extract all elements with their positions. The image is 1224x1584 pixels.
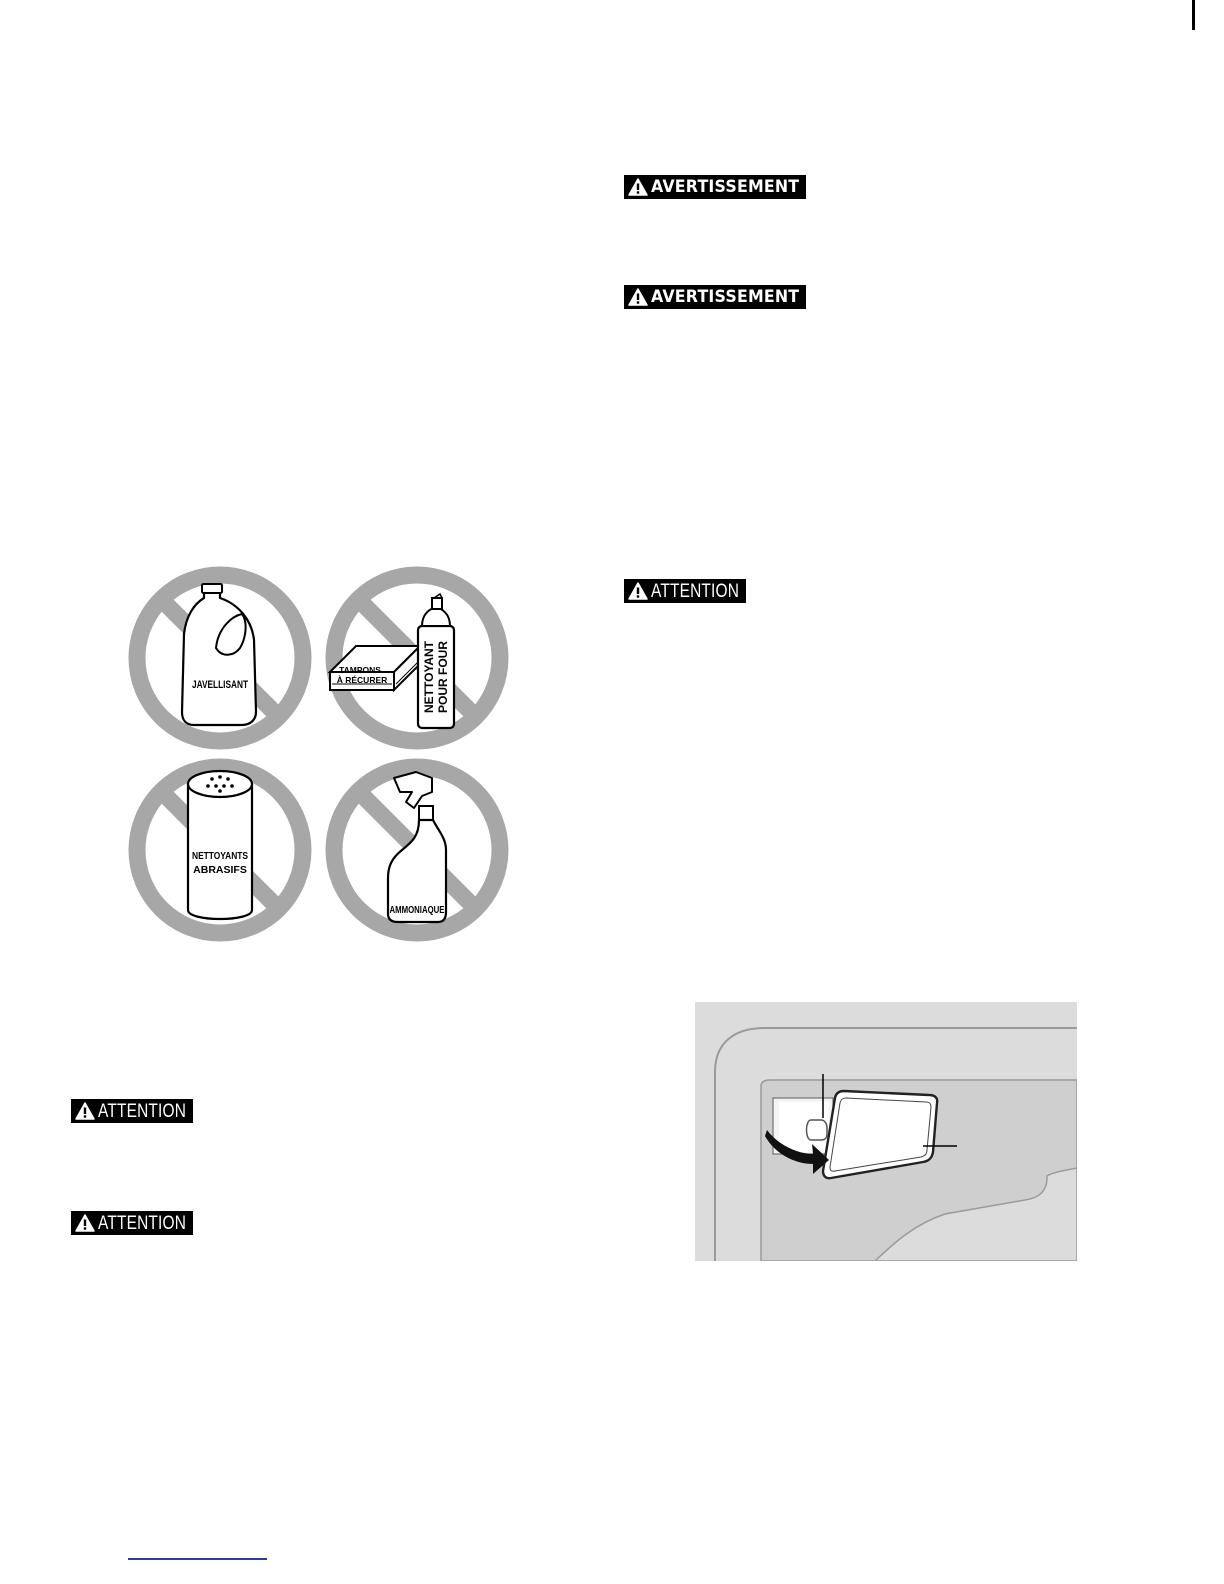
- abrasive-canister-icon: [188, 771, 252, 919]
- attention-label: ATTENTION: [651, 580, 740, 602]
- bleach-prohibited-icon: [137, 575, 303, 741]
- scour-pads-label-line2: À RÉCURER: [336, 675, 388, 685]
- ammonia-label: AMMONIAQUE: [389, 905, 445, 916]
- avertissement-label: AVERTISSEMENT: [651, 286, 800, 307]
- attention-label: ATTENTION: [98, 1100, 187, 1122]
- warning-triangle-icon: [628, 178, 648, 196]
- attention-tag-right: [624, 579, 746, 603]
- avertissement-tag-1: [624, 175, 806, 199]
- attention-tag-left-1: [71, 1099, 193, 1123]
- oven-cleaner-label-line2: POUR FOUR: [436, 641, 450, 713]
- warning-triangle-icon: [75, 1214, 95, 1232]
- ammonia-prohibited-icon: [334, 767, 500, 933]
- attention-tag-left-2: [71, 1211, 193, 1235]
- oven-light-cover-illustration: [695, 1002, 1077, 1261]
- scour-pads-oven-cleaner-prohibited-icon: [330, 575, 500, 741]
- scour-pads-label-line1: TAMPONS: [339, 665, 381, 675]
- footer-link-underline[interactable]: [128, 1558, 267, 1560]
- oven-cleaner-label-line1: NETTOYANT: [422, 640, 436, 714]
- warning-triangle-icon: [75, 1102, 95, 1120]
- attention-label: ATTENTION: [98, 1212, 187, 1234]
- spray-bottle-icon: [388, 772, 446, 922]
- abrasive-label-line1: NETTOYANTS: [192, 850, 248, 862]
- warning-triangle-icon: [628, 288, 648, 306]
- crop-mark: [1192, 0, 1195, 30]
- bleach-label: JAVELLISANT: [192, 679, 249, 691]
- avertissement-tag-2: [624, 285, 806, 309]
- avertissement-label: AVERTISSEMENT: [651, 176, 800, 197]
- abrasive-label-line2: ABRASIFS: [193, 864, 247, 876]
- warning-triangle-icon: [628, 582, 648, 600]
- abrasive-cleaners-prohibited-icon: [137, 767, 303, 933]
- bleach-bottle-icon: [182, 584, 256, 725]
- prohibited-cleaners-illustration: [120, 560, 520, 950]
